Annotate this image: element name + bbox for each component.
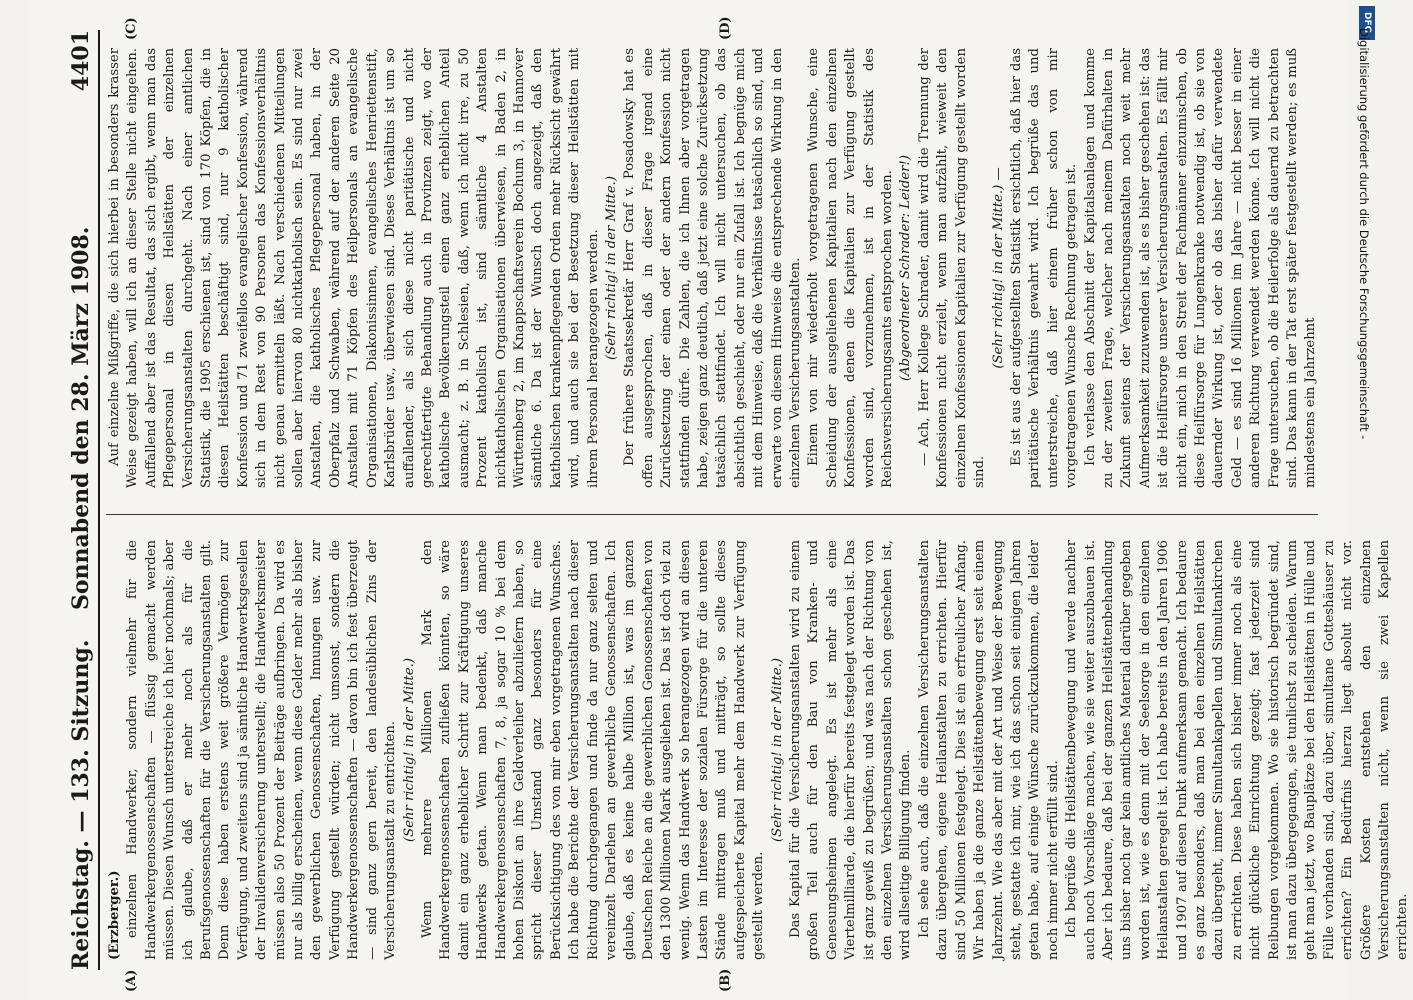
right-column	[106, 48, 1328, 488]
interjection: (Sehr richtig! in der Mitte.)	[769, 658, 785, 842]
paragraph: Es ist aus der aufgestellten Statistik ersichtlich, daß hier das paritätische Verhältnis gewahrt wird. Ich begrüße das und unterstreiche, daß hier einem früher schon von mir vorgetragenen Wunsche Rechnung getragen ist.	[1008, 48, 1080, 488]
credit-text: Digitalisierung gefördert durch die Deutsche Forschungsgemeinschaft -	[1357, 28, 1371, 440]
interjection: (Sehr richtig! in der Mitte.) —	[990, 167, 1006, 369]
margin-marker-a: (A)	[124, 969, 139, 992]
page-header	[58, 30, 100, 970]
header-date: Sonnabend den 28. März 1908.	[68, 226, 94, 610]
column-divider	[106, 514, 1318, 515]
page-number: 4401	[68, 30, 94, 92]
paragraph: — Ach, Herr Kollege Schrader, damit wird die Trennung der Konfessionen nicht erzielt, wenn man aufzählt, wieweit den einzelnen Konfessionen Kapitalien zur Verfügung gestellt worden sind.	[916, 48, 988, 488]
paragraph: Wenn mehrere Millionen Mark den Handwerkergenossenschaften zufließen könnten, so wäre damit ein ganz erheblicher Schritt zur Kräftigung unseres Handwerks getan. Wenn man bedenkt, daß manche Handwerkergenossenschaften 7, 8, ja sogar 10 % bei dem hohen Diskont an ihre Geldverleiher abzuliefern haben, so spricht dieser Umstand ganz besonders für eine Berücksichtigung des von mir eben vorgetragenen Wunsches. Ich habe die Berichte der Versicherungsanstalten nach dieser Richtung durchgegangen und finde da nur ganz selten und vereinzelt Darlehen an gewerbliche Genossenschaften. Ich glaube, daß es keine halbe Million ist, was im ganzen Deutschen Reiche an die gewerblichen Genossenschaften von den 1300 Millionen Mark ausgeliehen ist. Das ist doch viel zu wenig. Wenn das Handwerk so herangezogen wird an diesen Lasten im Interesse der sozialen Fürsorge für die unteren Stände mittragen muß und mitträgt, so sollte dieses aufgespeicherte Kapital mehr dem Handwerk zur Verfügung gestellt werden.	[419, 540, 767, 960]
paragraph: einzelnen Handwerker, sondern vielmehr für die Handwerkergenossenschaften — flüssig gemacht werden müssen. Diesen Wunsch unterstreiche ich hier nochmals; aber ich glaube, daß er mehr noch als für die Berufsgenossenschaften für die Versicherungsanstalten gilt. Denn diese haben erstens weit größere Vermögen zur Verfügung, und zweitens sind ja sämtliche Handwerksgesellen der Invalidenversicherung unterstellt; die Handwerksmeister müssen also 50 Prozent der Beiträge aufbringen. Da wird es nur als billig erscheinen, wenn diese Gelder mehr als bisher den gewerblichen Genossenschaften, Innungen usw. zur Verfügung gestellt würden; nicht umsonst, sondern die Handwerkergenossenschaften — davon bin ich fest überzeugt — sind ganz gern bereit, den landesüblichen Zins der Versicherungsanstalt zu entrichten.	[125, 540, 399, 960]
interjection: (Sehr richtig! in der Mitte.)	[401, 658, 417, 842]
margin-marker-c: (C)	[124, 17, 139, 40]
digitization-credit	[1355, 8, 1377, 828]
speaker-label: (Erzberger.)	[107, 870, 122, 960]
paragraph: Ich sehe auch, daß die einzelnen Versicherungsanstalten dazu übergehen, eigene Heilanstalten zu errichten. Hierfür sind 50 Millionen festgelegt. Dies ist ein erfreulicher Anfang. Wir haben ja die ganze Heilstättenbewegung erst seit einem Jahrzehnt. Wie das aber mit der Art und Weise der Bewegung steht, gestatte ich mir, wie ich das schon seit einigen Jahren getan habe, auf einige Wünsche zurückzukommen, die leider noch immer nicht erfüllt sind.	[916, 540, 1061, 960]
paragraph: Ich begrüße die Heilstättenbewegung und werde nachher auch noch Vorschläge machen, wie sie weiter auszubauen ist. Aber ich bedaure, daß bei der ganzen Heilstättenbehandlung uns bisher noch gar kein amtliches Material darüber gegeben worden ist, wie es denn mit der Seelsorge in den einzelnen Heilanstalten geregelt ist. Ich habe bereits in den Jahren 1906 und 1907 auf diesen Punkt aufmerksam gemacht. Ich bedaure es ganz besonders, daß man bei den einzelnen Heilstätten dazu übergeht, immer Simultankapellen und Simultankirchen zu errichten. Diese haben sich bisher immer noch als eine nicht glückliche Einrichtung gezeigt; fast jederzeit sind Reibungen vorgekommen. Wo sie historisch begründet sind, ist man dazu übergegangen, sie tunlichst zu scheiden. Warum geht man jetzt, wo Bauplätze bei den Heilstätten in Hülle und Fülle vorhanden sind, dazu über, simultane Gotteshäuser zu errichten? Ein Bedürfnis hierzu liegt absolut nicht vor. Größere Kosten entstehen den einzelnen Versicherungsanstalten nicht, wenn sie zwei Kapellen errichten.	[1064, 540, 1411, 960]
margin-marker-b: (B)	[718, 968, 733, 992]
paragraph: Der frühere Staatssekretär Herr Graf v. Posadowsky hat es offen ausgesprochen, daß in dieser Frage irgend eine Zurücksetzung der einen oder der andern Konfession nicht stattfinden dürfe. Die Zahlen, die ich Ihnen aber vorgetragen habe, zeigen ganz deutlich, daß jetzt eine solche Zurücksetzung tatsächlich stattfindet. Ich will nicht untersuchen, ob das absichtlich geschieht, oder nur ein Zufall ist. Ich begnüge mich mit dem Hinweise, daß die Verhältnisse tatsächlich so sind, und erwarte von diesem Hinweise die entsprechende Wirkung in den einzelnen Versicherungsanstalten.	[622, 48, 804, 488]
paragraph: Einem von mir wiederholt vorgetragenen Wunsche, eine Scheidung der ausgeliehenen Kapitalien nach den einzelnen Konfessionen, denen die Kapitalien zur Verfügung gestellt worden sind, vorzunehmen, ist in der Statistik des Reichsversicherungsamts entsprochen worden.	[806, 48, 896, 488]
paragraph: Ich verlasse den Abschnitt der Kapitalsanlagen und komme zu der zweiten Frage, welcher nach meinem Dafürhalten in Zukunft seitens der Versicherungsanstalten noch weit mehr Aufmerksamkeit zuzuwenden ist, als es bisher geschehen ist: das ist die Heilfürsorge unserer Versicherungsanstalten. Es fällt mir nicht ein, mich in den Streit der Fachmänner einzumischen, ob diese Heilfürsorge für Lungenkranke notwendig ist, ob sie von dauernder Wirkung ist, oder ob das bisher dafür verwendete Geld — es sind 16 Millionen im Jahre — nicht besser in einer anderen Richtung verwendet werden könne. Ich will nicht die Frage untersuchen, ob die Heilerfolge als dauernd zu betrachten sind. Das kann in der Tat erst später festgestellt werden; es muß mindestens ein Jahrzehnt	[1082, 48, 1319, 488]
margin-marker-d: (D)	[718, 16, 733, 40]
interjection: (Abgeordneter Schrader: Leider!)	[898, 155, 914, 381]
paragraph: Auf einzelne Mißgriffe, die sich hierbei in besonders krasser Weise gezeigt haben, will ich an dieser Stelle nicht eingehen. Auffallend aber ist das Resultat, das sich ergibt, wenn man das Pflegepersonal in diesen Heilstätten der einzelnen Versicherungsanstalten durchgeht. Nach einer amtlichen Statistik, die 1905 erschienen ist, sind von 170 Köpfen, die in diesen Heilstätten beschäftigt sind, nur 9 katholischer Konfession und 71 zweifellos evangelischer Konfession, während sich in dem Rest von 90 Personen das Konfessionsverhältnis nicht genau ermitteln läßt. Nach verschiedenen Mitteilungen sollen aber hiervon 80 nichtkatholisch sein. Es sind nur zwei Anstalten, die katholisches Pflegepersonal haben, in der Oberpfalz und Schwaben, während auf der anderen Seite 20 Anstalten mit 71 Köpfen des Heilpersonals an evangelische Organisationen, Diakonissinnen, evangelisches Henriettenstift, Karlsbrüder usw., überwiesen sind. Dieses Verhältnis ist um so auffallender, als sich diese nicht paritätische und nicht gerechtfertigte Behandlung auch in Provinzen zeigt, wo der katholische Bevölkerungsteil einen ganz erheblichen Anteil ausmacht; z. B. in Schlesien, daß, wenn ich nicht irre, zu 50 Prozent katholisch ist, sind sämtliche 4 Anstalten nichtkatholischen Organisationen überwiesen, in Baden 2, in Württemberg 2, im Knappschaftsverein Bochum 3, in Hannover sämtliche 6. Da ist der Wunsch doch angezeigt, daß den katholischen krankenpflegenden Orden mehr Rücksicht gewährt wird, und auch sie bei der Besetzung dieser Heilstätten mit ihrem Personal herangezogen werden.	[107, 48, 601, 488]
header-left: Reichstag. — 133. Sitzung.	[68, 639, 94, 970]
left-column	[106, 540, 1411, 960]
dfg-logo: DFG	[1359, 6, 1375, 40]
paragraph: Das Kapital für die Versicherungsanstalten wird zu einem großen Teil auch für den Bau von Kranken- und Genesungsheimen angelegt. Es ist mehr als eine Viertelmilliarde, die hierfür bereits festgelegt worden ist. Das ist ganz gewiß zu begrüßen; und was nach der Richtung von den einzelnen Versicherungsanstalten schon geschehen ist, wird allseitige Billigung finden.	[788, 540, 914, 960]
interjection: (Sehr richtig! in der Mitte.)	[603, 176, 619, 360]
